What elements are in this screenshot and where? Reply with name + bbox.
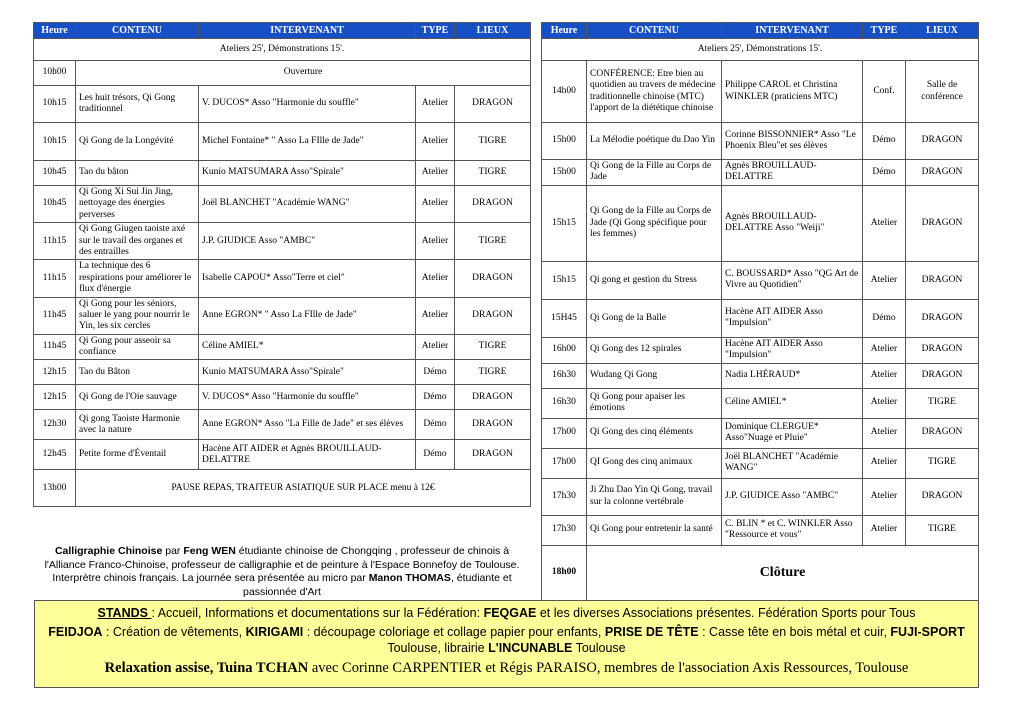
stands-box bbox=[34, 600, 979, 688]
row-content: Qi Gong pour asseoir sa confiance bbox=[76, 334, 199, 360]
row-time: 16h30 bbox=[542, 363, 587, 388]
kirigami-text: : découpage coloriage et collage papier pour enfants, bbox=[303, 625, 605, 639]
row-content: Tao du Bâton bbox=[76, 360, 199, 385]
header-intervenant: INTERVENANT bbox=[199, 23, 416, 39]
row-content: Les huit trésors, Qi Gong traditionnel bbox=[76, 86, 199, 123]
row-speaker: Philippe CAROL et Christina WINKLER (praticiens MTC) bbox=[722, 61, 863, 123]
header-contenu: CONTENU bbox=[587, 23, 722, 39]
row-time: 10h45 bbox=[34, 186, 76, 223]
row-type: Atelier bbox=[863, 388, 906, 418]
row-speaker: Joël BLANCHET "Académie WANG" bbox=[199, 186, 416, 223]
row-lieu: DRAGON bbox=[906, 299, 979, 337]
row-lieu: TIGRE bbox=[455, 123, 531, 161]
row-content: Qi Gong de la Fille au Corps de Jade (Qi Gong spécifique pour les femmes) bbox=[587, 185, 722, 261]
row-lieu: DRAGON bbox=[906, 337, 979, 363]
schedule-row bbox=[542, 261, 979, 299]
schedule-row bbox=[34, 334, 531, 360]
schedule-morning-table bbox=[33, 22, 531, 507]
row-time: 14h00 bbox=[542, 61, 587, 123]
row-speaker: Isabelle CAPOU* Asso"Terre et ciel" bbox=[199, 260, 416, 297]
row-time: 16h00 bbox=[542, 337, 587, 363]
schedule-row bbox=[542, 363, 979, 388]
table-header-row bbox=[542, 23, 979, 39]
row-lieu: DRAGON bbox=[906, 418, 979, 448]
row-time: 12h30 bbox=[34, 410, 76, 440]
row-content: Petite forme d'Éventail bbox=[76, 440, 199, 470]
row-content: Qi Gong pour les séniors, saluer le yang pour nourrir le Yin, les six cercles bbox=[76, 297, 199, 334]
row-content: Qi Gong de la Balle bbox=[587, 299, 722, 337]
row-lieu: DRAGON bbox=[906, 478, 979, 515]
subheader-row bbox=[34, 39, 531, 61]
row-lieu: TIGRE bbox=[455, 360, 531, 385]
row-type: Démo bbox=[416, 385, 455, 410]
row-lieu: DRAGON bbox=[455, 385, 531, 410]
pause-label: PAUSE REPAS, TRAITEUR ASIATIQUE SUR PLACE menu à 12€ bbox=[76, 470, 531, 507]
subheader-row bbox=[542, 39, 979, 61]
schedule-row bbox=[34, 223, 531, 260]
row-time: 16h30 bbox=[542, 388, 587, 418]
stands-text: : Accueil, Informations et documentations sur la Fédération: bbox=[151, 606, 484, 620]
schedule-row bbox=[34, 297, 531, 334]
schedule-row bbox=[34, 385, 531, 410]
row-time: 11h15 bbox=[34, 260, 76, 297]
schedule-row bbox=[542, 123, 979, 160]
row-content: Qi Gong pour apaiser les émotions bbox=[587, 388, 722, 418]
row-type: Démo bbox=[863, 160, 906, 186]
row-time: 17h30 bbox=[542, 515, 587, 545]
pause-time: 13h00 bbox=[34, 470, 76, 507]
calligraphy-presenter: Manon THOMAS bbox=[368, 572, 451, 585]
row-type: Atelier bbox=[416, 86, 455, 123]
row-speaker: J.P. GIUDICE Asso "AMBC" bbox=[722, 478, 863, 515]
prise-text: : Casse tête en bois métal et cuir, bbox=[698, 625, 891, 639]
row-lieu: DRAGON bbox=[906, 185, 979, 261]
row-type: Atelier bbox=[863, 515, 906, 545]
row-speaker: Joël BLANCHET "Académie WANG" bbox=[722, 448, 863, 478]
row-type: Atelier bbox=[416, 161, 455, 186]
row-type: Atelier bbox=[863, 418, 906, 448]
calligraphy-artist: Feng WEN bbox=[183, 545, 236, 557]
row-speaker: C. BLIN * et C. WINKLER Asso "Ressource et vous" bbox=[722, 515, 863, 545]
schedule-row bbox=[34, 123, 531, 161]
row-lieu: TIGRE bbox=[906, 515, 979, 545]
row-content: Wudang Qi Gong bbox=[587, 363, 722, 388]
vendors-line bbox=[35, 624, 978, 657]
row-type: Atelier bbox=[416, 334, 455, 360]
row-lieu: TIGRE bbox=[455, 334, 531, 360]
row-content: Qi Gong Xi Sui Jin Jing, nettoyage des énergies perverses bbox=[76, 186, 199, 223]
schedule-row bbox=[34, 260, 531, 297]
row-time: 10h15 bbox=[34, 86, 76, 123]
header-lieux: LIEUX bbox=[906, 23, 979, 39]
row-time: 11h45 bbox=[34, 334, 76, 360]
row-speaker: Michel Fontaine* " Asso La FIlle de Jade" bbox=[199, 123, 416, 161]
row-speaker: Kunio MATSUMARA Asso"Spirale" bbox=[199, 360, 416, 385]
calligraphy-note bbox=[34, 545, 530, 600]
row-time: 12h15 bbox=[34, 385, 76, 410]
row-lieu: DRAGON bbox=[906, 261, 979, 299]
schedule-row bbox=[34, 186, 531, 223]
kirigami-name: KIRIGAMI bbox=[245, 625, 304, 639]
row-speaker: J.P. GIUDICE Asso "AMBC" bbox=[199, 223, 416, 260]
row-type: Atelier bbox=[416, 260, 455, 297]
schedule-row bbox=[542, 515, 979, 545]
table-header-row bbox=[34, 23, 531, 39]
schedule-row bbox=[542, 299, 979, 337]
schedule-row bbox=[542, 448, 979, 478]
row-lieu: DRAGON bbox=[455, 186, 531, 223]
row-speaker: Céline AMIEL* bbox=[722, 388, 863, 418]
row-lieu: TIGRE bbox=[455, 223, 531, 260]
row-lieu: Salle de conférence bbox=[906, 61, 979, 123]
row-content: Ji Zhu Dao Yin Qi Gong, travail sur la colonne vertébrale bbox=[587, 478, 722, 515]
row-type: Atelier bbox=[863, 185, 906, 261]
header-type: TYPE bbox=[416, 23, 455, 39]
cloture-label: Clôture bbox=[587, 545, 979, 601]
schedule-row bbox=[542, 388, 979, 418]
row-speaker: V. DUCOS* Asso "Harmonie du souffle" bbox=[199, 385, 416, 410]
fuji-name: FUJI-SPORT bbox=[890, 625, 965, 639]
row-content: Qi Gong de l'Oie sauvage bbox=[76, 385, 199, 410]
row-time: 17h30 bbox=[542, 478, 587, 515]
schedule-row bbox=[542, 185, 979, 261]
cloture-time: 18h00 bbox=[542, 545, 587, 601]
row-content: La technique des 6 respirations pour améliorer le flux d'énergie bbox=[76, 260, 199, 297]
schedule-row bbox=[34, 410, 531, 440]
schedule-row bbox=[34, 161, 531, 186]
schedule-row bbox=[34, 360, 531, 385]
row-speaker: Anne EGRON* " Asso La FIlle de Jade" bbox=[199, 297, 416, 334]
row-time: 12h45 bbox=[34, 440, 76, 470]
feidjoa-name: FEIDJOA bbox=[48, 625, 103, 639]
row-time: 11h15 bbox=[34, 223, 76, 260]
schedule-row bbox=[34, 440, 531, 470]
row-speaker: Kunio MATSUMARA Asso"Spirale" bbox=[199, 161, 416, 186]
incunable-text: Toulouse bbox=[572, 641, 626, 656]
row-content: Qi Gong pour entretenir la santé bbox=[587, 515, 722, 545]
schedule-afternoon-table bbox=[541, 22, 979, 602]
row-content: Tao du bâton bbox=[76, 161, 199, 186]
incunable-name: L'INCUNABLE bbox=[488, 641, 573, 656]
fuji-text: Toulouse, librairie bbox=[387, 641, 489, 656]
row-speaker: V. DUCOS* Asso "Harmonie du souffle" bbox=[199, 86, 416, 123]
row-type: Démo bbox=[863, 299, 906, 337]
row-type: Atelier bbox=[863, 363, 906, 388]
row-speaker: Dominique CLERGUE* Asso"Nuage et Pluie" bbox=[722, 418, 863, 448]
row-content: Qi Gong de la Fille au Corps de Jade bbox=[587, 160, 722, 186]
row-time: 17h00 bbox=[542, 448, 587, 478]
row-lieu: TIGRE bbox=[455, 161, 531, 186]
row-time: 15h00 bbox=[542, 123, 587, 160]
schedule-row bbox=[542, 160, 979, 186]
schedule-row bbox=[542, 418, 979, 448]
row-speaker: Anne EGRON* Asso "La Fille de Jade" et ses élèves bbox=[199, 410, 416, 440]
schedule-row bbox=[542, 478, 979, 515]
row-lieu: DRAGON bbox=[906, 363, 979, 388]
row-time: 15h15 bbox=[542, 185, 587, 261]
subheader-text: Ateliers 25', Démonstrations 15'. bbox=[542, 39, 979, 61]
schedule-row bbox=[542, 61, 979, 123]
row-content: Qi Gong des 12 spirales bbox=[587, 337, 722, 363]
calligraphy-title: Calligraphie Chinoise bbox=[54, 545, 163, 557]
calligraphy-par: par bbox=[162, 545, 184, 557]
header-type: TYPE bbox=[863, 23, 906, 39]
row-speaker: Hacène AIT AIDER Asso "Impulsion" bbox=[722, 299, 863, 337]
row-content: CONFÉRENCE: Etre bien au quotidien au travers de médecine traditionnelle chinoise (MTC) l'apport de la diététique chinoise bbox=[587, 61, 722, 123]
row-lieu: DRAGON bbox=[455, 297, 531, 334]
row-speaker: C. BOUSSARD* Asso "QG Art de Vivre au Quotidien" bbox=[722, 261, 863, 299]
calligraphy-end: , étudiante et passionnée d'Art bbox=[243, 572, 512, 598]
row-type: Démo bbox=[416, 410, 455, 440]
row-type: Atelier bbox=[863, 478, 906, 515]
feidjoa-text: : Création de vêtements, bbox=[102, 625, 246, 639]
row-speaker: Agnès BROUILLAUD-DELATTRE Asso "Weiji" bbox=[722, 185, 863, 261]
row-speaker: Nadia LHÉRAUD* bbox=[722, 363, 863, 388]
header-lieux: LIEUX bbox=[455, 23, 531, 39]
row-time: 12h15 bbox=[34, 360, 76, 385]
row-lieu: DRAGON bbox=[906, 160, 979, 186]
row-time: 10h45 bbox=[34, 161, 76, 186]
feqgae-name: FEQGAE bbox=[483, 606, 537, 620]
prise-name: PRISE DE TÊTE bbox=[604, 625, 699, 639]
row-type: Atelier bbox=[416, 123, 455, 161]
ouverture-time: 10h00 bbox=[34, 61, 76, 86]
row-type: Atelier bbox=[863, 337, 906, 363]
row-time: 15h15 bbox=[542, 261, 587, 299]
header-heure: Heure bbox=[542, 23, 587, 39]
row-lieu: DRAGON bbox=[455, 440, 531, 470]
row-time: 17h00 bbox=[542, 418, 587, 448]
relaxation-line bbox=[35, 660, 978, 677]
pause-row bbox=[34, 470, 531, 507]
row-lieu: DRAGON bbox=[455, 260, 531, 297]
row-type: Atelier bbox=[416, 223, 455, 260]
row-content: Qi Gong de la Longévité bbox=[76, 123, 199, 161]
header-intervenant: INTERVENANT bbox=[722, 23, 863, 39]
row-time: 15h00 bbox=[542, 160, 587, 186]
header-heure: Heure bbox=[34, 23, 76, 39]
calligraphy-text: étudiante chinoise de Chongqing , professeur de chinois à l'Alliance Franco-Chinoise, professeur de calligraphie et de peinture à l'Espace Bonnefoy de Toulouse. Interprètre chinois français. La journée sera présentée au micro par bbox=[44, 545, 520, 585]
row-time: 11h45 bbox=[34, 297, 76, 334]
schedule-row bbox=[34, 86, 531, 123]
relaxation-text: avec Corinne CARPENTIER et Régis PARAISO, membres de l'association Axis Ressources, Toulouse bbox=[308, 659, 909, 676]
row-content: La Mélodie poétique du Dao Yin bbox=[587, 123, 722, 160]
ouverture-row bbox=[34, 61, 531, 86]
row-speaker: Céline AMIEL* bbox=[199, 334, 416, 360]
row-content: Qi gong Taoiste Harmonie avec la nature bbox=[76, 410, 199, 440]
row-content: Qi Gong des cinq éléments bbox=[587, 418, 722, 448]
row-type: Atelier bbox=[863, 448, 906, 478]
row-type: Démo bbox=[863, 123, 906, 160]
row-time: 10h15 bbox=[34, 123, 76, 161]
row-lieu: TIGRE bbox=[906, 448, 979, 478]
row-lieu: TIGRE bbox=[906, 388, 979, 418]
row-type: Démo bbox=[416, 360, 455, 385]
cloture-row bbox=[542, 545, 979, 601]
row-speaker: Hacène AIT AIDER et Agnès BROUILLAUD-DELATTRE bbox=[199, 440, 416, 470]
row-content: Qi Gong Giugen taoiste axé sur le travail des organes et des entrailles bbox=[76, 223, 199, 260]
relaxation-title: Relaxation assise, Tuina TCHAN bbox=[104, 659, 309, 676]
ouverture-label: Ouverture bbox=[76, 61, 531, 86]
subheader-text: Ateliers 25', Démonstrations 15'. bbox=[34, 39, 531, 61]
row-type: Atelier bbox=[863, 261, 906, 299]
stands-line bbox=[35, 601, 978, 620]
schedule-row bbox=[542, 337, 979, 363]
row-speaker: Corinne BISSONNIER* Asso "Le Phoenix Bleu"et ses élèves bbox=[722, 123, 863, 160]
row-time: 15H45 bbox=[542, 299, 587, 337]
row-speaker: Agnès BROUILLAUD-DELATTRE bbox=[722, 160, 863, 186]
row-type: Démo bbox=[416, 440, 455, 470]
header-contenu: CONTENU bbox=[76, 23, 199, 39]
stands-text-2: et les diverses Associations présentes. Fédération Sports pour Tous bbox=[536, 606, 916, 620]
row-type: Atelier bbox=[416, 186, 455, 223]
row-type: Atelier bbox=[416, 297, 455, 334]
row-lieu: DRAGON bbox=[455, 86, 531, 123]
row-lieu: DRAGON bbox=[455, 410, 531, 440]
row-speaker: Hacène AIT AIDER Asso "Impulsion" bbox=[722, 337, 863, 363]
row-content: QI Gong des cinq animaux bbox=[587, 448, 722, 478]
stands-label: STANDS bbox=[97, 606, 152, 620]
row-content: Qi gong et gestion du Stress bbox=[587, 261, 722, 299]
row-type: Conf. bbox=[863, 61, 906, 123]
row-lieu: DRAGON bbox=[906, 123, 979, 160]
